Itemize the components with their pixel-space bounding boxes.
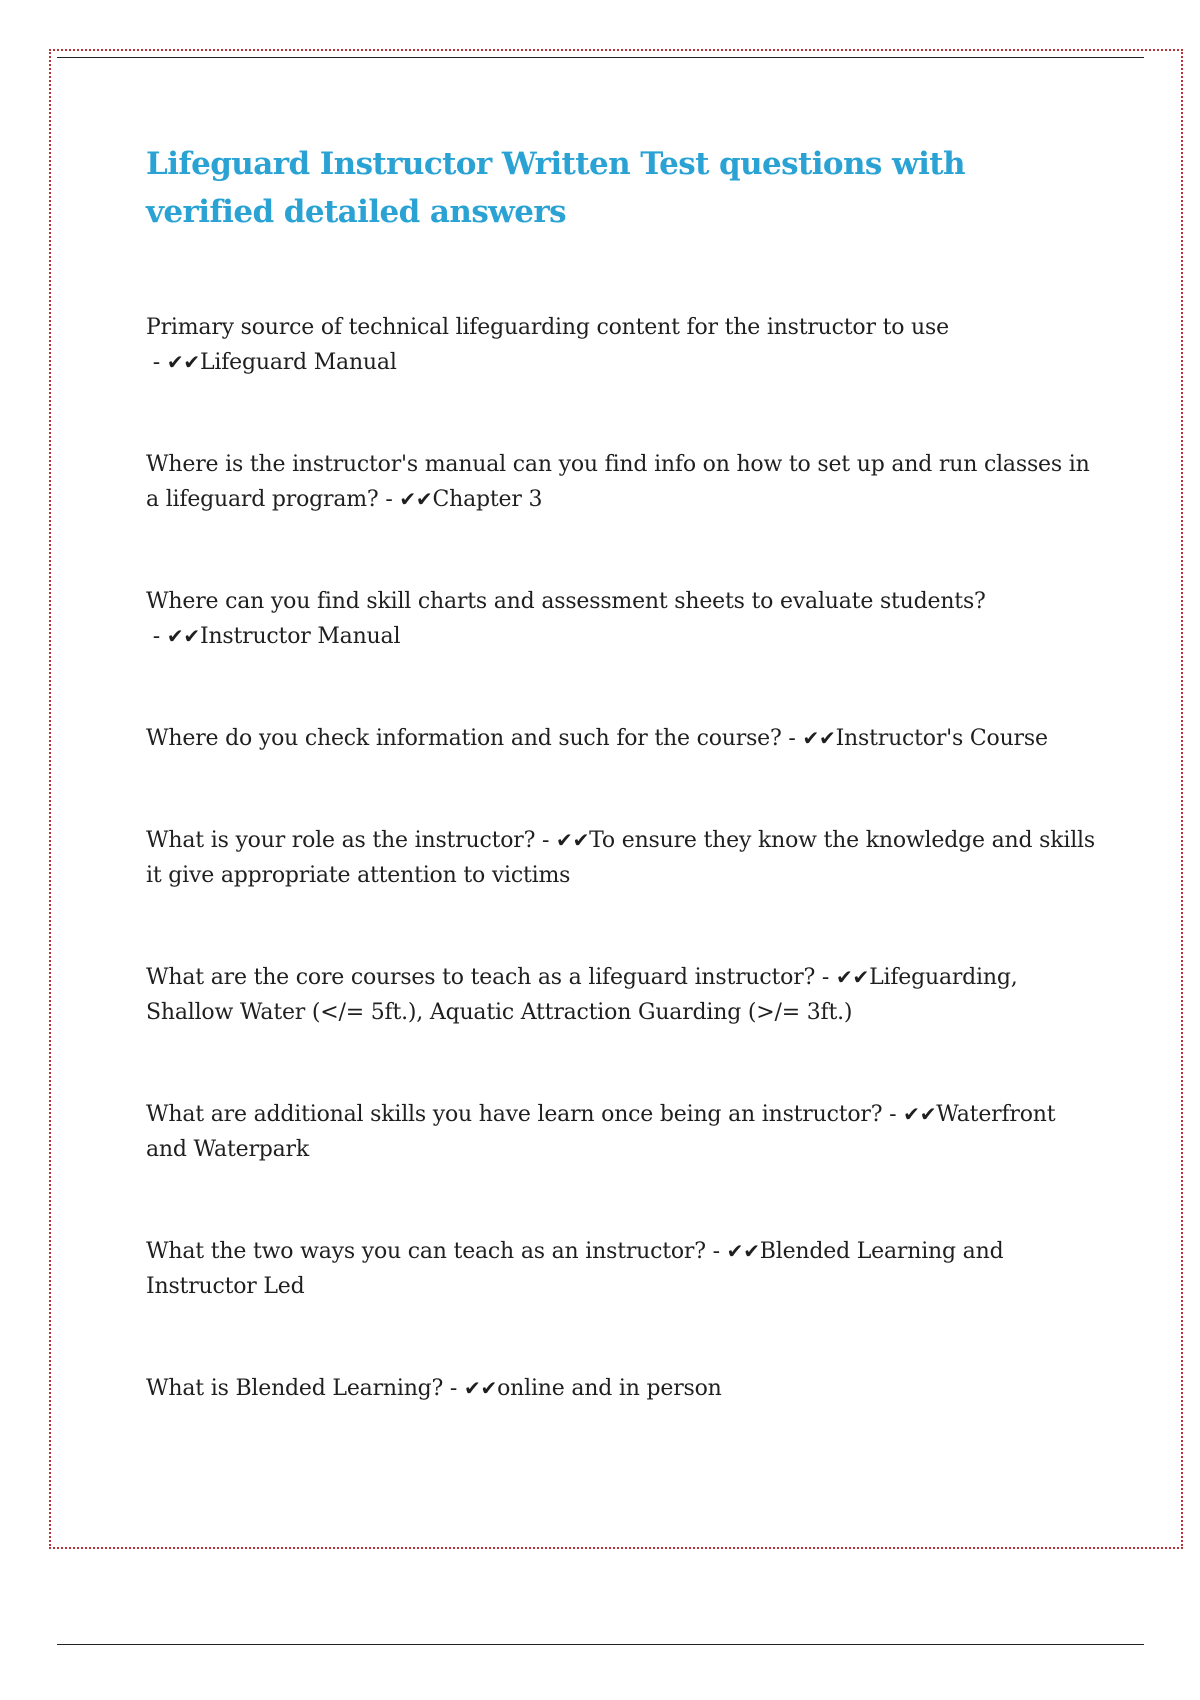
qa-item-2 [146, 447, 1096, 517]
separator: - [705, 1239, 727, 1264]
qa-item-5 [146, 823, 1096, 893]
double-check-icon: ✔✔ [903, 1102, 937, 1126]
answer-text: Waterfront and Waterpark [146, 1102, 1056, 1162]
question-text: What are additional skills you have learn once being an instructor? [146, 1102, 883, 1127]
double-check-icon: ✔✔ [166, 350, 200, 374]
answer-text: To ensure they know the knowledge and skills it give appropriate attention to victims [146, 828, 1095, 888]
qa-item-7 [146, 1097, 1096, 1167]
answer-text: Lifeguard Manual [199, 350, 397, 375]
question-text: What is your role as the instructor? [146, 828, 536, 853]
answer-text: Instructor's Course [835, 726, 1048, 751]
qa-list [146, 310, 1096, 1406]
qa-item-3 [146, 584, 1096, 654]
question-text: What are the core courses to teach as a lifeguard instructor? [146, 965, 816, 990]
question-text: What the two ways you can teach as an instructor? [146, 1239, 706, 1264]
qa-item-8 [146, 1234, 1096, 1304]
answer-text: Lifeguarding, Shallow Water (</= 5ft.), Aquatic Attraction Guarding (>/= 3ft.) [146, 965, 1018, 1025]
separator: - [443, 1376, 464, 1401]
double-check-icon: ✔✔ [556, 828, 590, 852]
qa-item-1 [146, 310, 1096, 380]
double-check-icon: ✔✔ [399, 487, 433, 511]
double-check-icon: ✔✔ [166, 624, 200, 648]
separator: - [378, 487, 400, 512]
answer-text: Instructor Manual [199, 624, 401, 649]
double-check-icon: ✔✔ [726, 1239, 760, 1263]
separator: - [146, 350, 167, 375]
question-text: Where is the instructor's manual can you find info on how to set up and run classes in a lifeguard program? [146, 452, 1090, 512]
answer-text: online and in person [497, 1376, 722, 1401]
double-check-icon: ✔✔ [802, 726, 836, 750]
question-text: Where can you find skill charts and assessment sheets to evaluate students? [146, 589, 986, 614]
question-text: What is Blended Learning? [146, 1376, 444, 1401]
question-text: Primary source of technical lifeguarding content for the instructor to use [146, 315, 949, 340]
separator: - [815, 965, 836, 990]
answer-text: Blended Learning and Instructor Led [146, 1239, 1004, 1299]
separator: - [781, 726, 803, 751]
qa-item-4 [146, 721, 1096, 756]
qa-item-6 [146, 960, 1096, 1030]
footer-rule [57, 1644, 1144, 1645]
double-check-icon: ✔✔ [463, 1376, 498, 1400]
document-title: Lifeguard Instructor Written Test questions with verified detailed answers [146, 146, 965, 230]
double-check-icon: ✔✔ [835, 965, 870, 989]
separator: - [535, 828, 557, 853]
separator: - [882, 1102, 904, 1127]
question-text: Where do you check information and such for the course? [146, 726, 782, 751]
answer-text: Chapter 3 [432, 487, 543, 512]
header-rule [57, 57, 1144, 58]
document-body [146, 140, 1096, 1473]
qa-item-9 [146, 1371, 1096, 1406]
separator: - [146, 624, 167, 649]
